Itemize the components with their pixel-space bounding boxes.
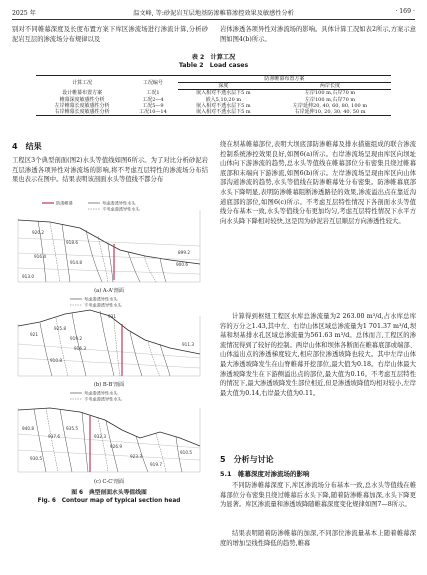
svg-text:919.7: 919.7 <box>150 462 162 467</box>
svg-text:不考虑渗透异性水头: 不考虑渗透异性水头 <box>84 396 122 402</box>
page-number: · 169 · <box>395 8 415 15</box>
svg-text:916.3: 916.3 <box>74 346 86 351</box>
figure-6a-caption: (a) A-A'剖面 <box>94 288 124 294</box>
figure-6c-section-cc <box>10 390 208 476</box>
svg-text:932.3: 932.3 <box>94 434 106 439</box>
svg-text:926.9: 926.9 <box>110 444 122 449</box>
svg-text:930.5: 930.5 <box>30 456 42 461</box>
section-4-right-paragraph-1: 绕在坝基帷幕部位,表明大坝底部防渗帷幕及排水措施组成的联合渗流控制系统渗控效果良好,如图6(a)所示。右岸渗流场呈现由库区向坝址山体向下游渗流的趋势,总水头等值线在帷幕部位分布密集且绕过帷幕底部和末端向下游渗流,如图6(b)所示。左岸渗流场呈现由库区向山体部沟道渗流的趋势,水头等值线在防渗帷幕处分布密集。防渗帷幕底部水头下降明显,表明防渗帷幕阻断渗透路径的效果,渗流溢出点在靠近沟道底部的部位,如图6(c)所示。不考虑互层特性情况下各剖面水头等值线分布基本一致,水头等值线分布更加均匀,考虑互层特性情况下水平方向水头降下降相对较快,这是因为砂泥岩互层顺层方向渗透性较大。 <box>220 141 416 225</box>
section-5-heading: 5 分析与讨论 <box>220 455 274 464</box>
svg-text:899.2: 899.2 <box>178 250 190 255</box>
svg-text:914.8: 914.8 <box>70 260 82 265</box>
figure-6b-section-bb <box>10 296 208 380</box>
table-row: 设计帷幕布置方案 工况1 嵌入相对不透水层下5 m 左岸100 m,右岸70 m <box>62 90 356 97</box>
figure-6b-caption: (b) B-B'剖面 <box>93 382 125 388</box>
figure-6-caption-en: Fig. 6 Contour map of typical section head <box>37 498 181 504</box>
intro-left-paragraph: 别对不同帷幕深度及长度布置方案下库区渗流场进行渗流计算,分析砂泥岩互层的渗流场分布规律以及 <box>12 26 208 43</box>
table-caption-en: Table 2 Load cases <box>178 62 249 69</box>
table-caption-cn: 表 2 计算工况 <box>191 54 236 61</box>
section-5-1-paragraph-1: 不同防渗帷幕深度下,库区渗流场分布基本一致,总水头等值线在帷幕部位分布密集且绕过帷幕后水头下降,随着防渗帷幕加深,水头下降更为显著。库区渗流量和渗透坡降随帷幕深度变化规律如图7—8所示。 <box>220 482 416 509</box>
table-row: 帷幕深度敏感性分析 工况2—4 嵌入5,10,20 m 左岸100 m,右岸70 m <box>59 96 356 103</box>
svg-text:考虑渗透异性水头: 考虑渗透异性水头 <box>102 200 136 206</box>
col-header-number: 工况编号 <box>128 76 178 90</box>
svg-text:913.0: 913.0 <box>22 274 34 279</box>
col-header-curtain: 防渗帷幕布置方案 <box>178 76 391 83</box>
svg-text:900.6: 900.6 <box>176 262 188 267</box>
svg-text:940.8: 940.8 <box>22 426 34 431</box>
svg-text:918.6: 918.6 <box>66 240 78 245</box>
svg-text:910.8: 910.8 <box>50 358 62 363</box>
svg-text:考虑渗透异性水头: 考虑渗透异性水头 <box>84 296 118 302</box>
svg-text:920.2: 920.2 <box>32 230 44 235</box>
svg-text:919.2: 919.2 <box>70 336 82 341</box>
header-title: 温文峰, 等:砂泥岩互层地基防渗帷幕渗控效果及敏感性分析 <box>133 10 294 17</box>
intro-right-paragraph: 岩体渗透各项异性对渗流场的影响。具体计算工况如表2所示,方案示意图如图4(b)所示。 <box>220 26 416 43</box>
load-case-table <box>36 75 391 116</box>
col-header-case: 计算工况 <box>36 76 128 90</box>
svg-text:931: 931 <box>108 314 116 319</box>
subsection-5-1-heading: 5.1 帷幕深度对渗流场的影响 <box>220 470 310 478</box>
header-year: 2025 年 <box>12 10 36 17</box>
svg-text:935.5: 935.5 <box>66 426 78 431</box>
running-header <box>12 8 415 20</box>
svg-text:防渗帷幕: 防渗帷幕 <box>56 200 73 206</box>
svg-text:925.8: 925.8 <box>54 326 66 331</box>
svg-text:不考虑渗透异性水头: 不考虑渗透异性水头 <box>102 206 140 212</box>
figure-legend <box>42 200 141 213</box>
svg-text:911.3: 911.3 <box>182 342 194 347</box>
table-row: 右岸帷幕长度敏感性分析 工况10—14 嵌入相对不透水层下5 m 右岸延伸10, 20, 30, 40, 50 m <box>36 109 391 116</box>
svg-text:910.5: 910.5 <box>180 450 192 455</box>
table-row: 左岸帷幕长度敏感性分析 工况5—9 嵌入相对不透水层下5 m 左岸延伸20, 40, 60, 80, 100 m <box>54 102 368 109</box>
svg-text:考虑渗透异性水头: 考虑渗透异性水头 <box>84 390 118 396</box>
section-4-right-paragraph-2: 计算得到枢纽工程区水库总渗流量为2 263.00 m³/d,占水库总库容的万分之1.43,其中左、右岸山体区域总渗流量为1 701.37 m³/d,坝基和坝基排水孔区域总渗流量为561.63 m³/d。总体而言,工程区的渗流情况得到了较好的控制。两岸山体和坝体各断面在帷幕底部或端部、山体溢出点的渗透梯度较大,相应部位渗透坡降也较大。其中左岸山体最大渗透坡降发生在山脊帷幕开挖部位,最大值为0.18。右岸山体最大渗透坡降发生在下游侧溢出点的部位,最大值为0.16。不考虑互层特性的情况下,最大渗透坡降发生部位相近,但是渗透坡降值均相对较小,左岸最大值为0.14,右岸最大值为0.11。 <box>220 313 416 397</box>
svg-text:923.3: 923.3 <box>130 454 142 459</box>
figure-6c-caption: (c) C-C'剖面 <box>93 479 125 485</box>
col-header-length: 两岸长度 <box>269 83 391 90</box>
section-5-1-paragraph-2: 结果表明随着防渗帷幕的加深,不同部位渗流量基本上随着帷幕深度的增加呈线性降低的趋势,帷幕 <box>220 530 416 547</box>
figure-6a-section-aa <box>10 198 208 286</box>
section-4-heading: 4 结果 <box>12 142 42 151</box>
svg-text:不考虑渗透异性水头: 不考虑渗透异性水头 <box>84 302 122 308</box>
svg-text:937.6: 937.6 <box>48 434 60 439</box>
section-4-paragraph: 工程区3个典型剖面(图2)水头等值线如图6所示。为了对比分析砂泥岩互层渗透各项异性对渗流场的影响,将不考虑互层特性的渗流场分布结果也表示在图中。结果表明该剖面水头等值线不都分布 <box>12 157 208 184</box>
svg-text:921: 921 <box>30 332 38 337</box>
figure-6-caption-cn: 图 6 典型剖面水头等值线图 <box>71 490 147 496</box>
svg-text:916.4: 916.4 <box>34 254 46 259</box>
col-header-depth: 深度 <box>178 83 269 90</box>
